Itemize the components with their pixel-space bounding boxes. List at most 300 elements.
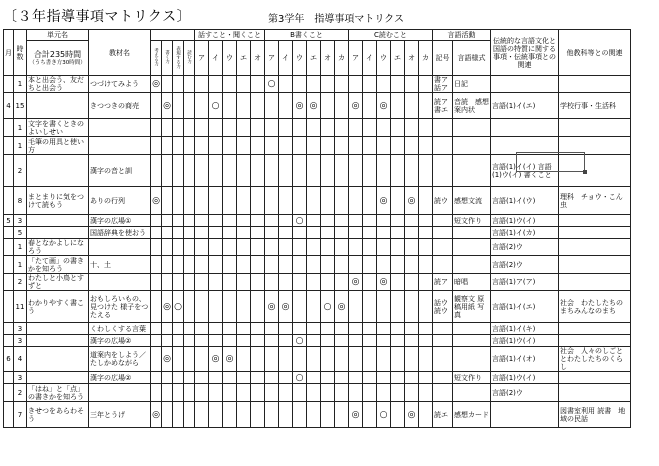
cell-mark-c2[interactable] <box>377 215 391 227</box>
cell-mark-c5[interactable] <box>419 215 433 227</box>
cell-material[interactable]: 十、土 <box>89 256 151 274</box>
cell-mark-c5[interactable] <box>419 93 433 119</box>
cell-mark-a4[interactable] <box>251 227 265 239</box>
cell-mark-b4[interactable] <box>321 347 335 372</box>
cell-mark-a2[interactable] <box>223 155 237 187</box>
cell-yoshiki[interactable] <box>453 347 491 372</box>
cell-mark-c2[interactable] <box>377 239 391 256</box>
cell-month[interactable] <box>4 274 14 291</box>
cell-mark-b1[interactable] <box>279 155 293 187</box>
cell-mark-a2[interactable] <box>223 256 237 274</box>
cell-unit[interactable]: わかりやすく書こう <box>27 291 89 323</box>
cell-mark-c2[interactable] <box>377 323 391 335</box>
cell-hours[interactable]: 3 <box>14 323 27 335</box>
cell-mark-b2[interactable] <box>293 347 307 372</box>
cell-month[interactable]: 5 <box>4 215 14 227</box>
cell-mark-b0[interactable] <box>265 137 279 155</box>
cell-material[interactable]: おもしろいもの、見つけた 様子をつたえる <box>89 291 151 323</box>
cell-mark-c2[interactable] <box>377 347 391 372</box>
cell-dentou[interactable]: 言語(2)ウ <box>491 256 559 274</box>
cell-mark-v1[interactable]: ◎ <box>162 347 173 372</box>
cell-mark-v2[interactable] <box>173 372 184 384</box>
cell-mark-b1[interactable] <box>279 137 293 155</box>
cell-mark-b2[interactable]: ○ <box>293 215 307 227</box>
cell-mark-v0[interactable] <box>151 323 162 335</box>
cell-kigou[interactable]: 話ウ読ウ <box>433 291 453 323</box>
cell-mark-a0[interactable] <box>195 335 209 347</box>
cell-mark-b4[interactable] <box>321 93 335 119</box>
cell-mark-b4[interactable] <box>321 274 335 291</box>
cell-dentou[interactable] <box>491 137 559 155</box>
cell-mark-c1[interactable] <box>363 291 377 323</box>
cell-mark-a4[interactable] <box>251 239 265 256</box>
cell-mark-c2[interactable] <box>377 291 391 323</box>
cell-dentou[interactable]: 言語(1)イ(イ) 言語(1)ウ(イ) 書くこと <box>491 155 559 187</box>
cell-mark-b5[interactable] <box>335 93 349 119</box>
cell-mark-a4[interactable] <box>251 402 265 428</box>
cell-mark-a2[interactable] <box>223 227 237 239</box>
cell-mark-a3[interactable] <box>237 291 251 323</box>
cell-yoshiki[interactable] <box>453 155 491 187</box>
cell-mark-a2[interactable] <box>223 119 237 137</box>
cell-mark-b5[interactable] <box>335 402 349 428</box>
cell-mark-b1[interactable] <box>279 347 293 372</box>
cell-mark-a3[interactable] <box>237 119 251 137</box>
cell-mark-a0[interactable] <box>195 119 209 137</box>
cell-tokyouka[interactable] <box>559 323 631 335</box>
cell-mark-b5[interactable] <box>335 256 349 274</box>
cell-mark-v1[interactable] <box>162 155 173 187</box>
cell-mark-a3[interactable] <box>237 93 251 119</box>
cell-mark-v1[interactable] <box>162 323 173 335</box>
cell-dentou[interactable] <box>491 402 559 428</box>
cell-mark-v0[interactable]: ◎ <box>151 76 162 93</box>
cell-mark-v3[interactable] <box>184 119 195 137</box>
cell-mark-b3[interactable] <box>307 187 321 215</box>
cell-mark-b1[interactable] <box>279 323 293 335</box>
cell-yoshiki[interactable]: 暗唱 <box>453 274 491 291</box>
cell-mark-b5[interactable] <box>335 137 349 155</box>
cell-yoshiki[interactable]: 短文作り <box>453 372 491 384</box>
cell-mark-c1[interactable] <box>363 256 377 274</box>
cell-mark-b3[interactable] <box>307 372 321 384</box>
cell-mark-a2[interactable] <box>223 384 237 402</box>
cell-unit[interactable] <box>27 372 89 384</box>
cell-mark-v3[interactable] <box>184 347 195 372</box>
cell-tokyouka[interactable] <box>559 227 631 239</box>
cell-mark-a4[interactable] <box>251 291 265 323</box>
cell-mark-a4[interactable] <box>251 137 265 155</box>
cell-mark-a1[interactable] <box>209 155 223 187</box>
cell-mark-c3[interactable] <box>391 402 405 428</box>
cell-hours[interactable]: 1 <box>14 239 27 256</box>
cell-month[interactable] <box>4 256 14 274</box>
cell-mark-v2[interactable] <box>173 187 184 215</box>
cell-unit[interactable] <box>27 323 89 335</box>
cell-mark-a0[interactable] <box>195 76 209 93</box>
cell-mark-v0[interactable] <box>151 93 162 119</box>
cell-mark-c3[interactable] <box>391 119 405 137</box>
cell-mark-v0[interactable] <box>151 119 162 137</box>
cell-mark-v0[interactable] <box>151 239 162 256</box>
cell-mark-b1[interactable] <box>279 372 293 384</box>
cell-kigou[interactable] <box>433 215 453 227</box>
cell-mark-c2[interactable]: ◎ <box>377 93 391 119</box>
cell-mark-c5[interactable] <box>419 137 433 155</box>
cell-mark-b3[interactable] <box>307 76 321 93</box>
cell-mark-a4[interactable] <box>251 256 265 274</box>
cell-yoshiki[interactable] <box>453 335 491 347</box>
cell-mark-v3[interactable] <box>184 227 195 239</box>
cell-mark-a2[interactable] <box>223 137 237 155</box>
cell-mark-b5[interactable] <box>335 274 349 291</box>
cell-mark-c1[interactable] <box>363 372 377 384</box>
cell-mark-b4[interactable] <box>321 215 335 227</box>
cell-mark-v3[interactable] <box>184 256 195 274</box>
cell-mark-b3[interactable] <box>307 256 321 274</box>
cell-unit[interactable] <box>27 215 89 227</box>
cell-mark-a1[interactable] <box>209 239 223 256</box>
cell-mark-b0[interactable] <box>265 402 279 428</box>
cell-mark-c0[interactable] <box>349 239 363 256</box>
cell-material[interactable]: つづけてみよう <box>89 76 151 93</box>
cell-mark-c0[interactable] <box>349 76 363 93</box>
cell-mark-b2[interactable] <box>293 227 307 239</box>
cell-tokyouka[interactable]: 社会 人々のしごととわたしたちのくらし <box>559 347 631 372</box>
cell-mark-a3[interactable] <box>237 402 251 428</box>
cell-mark-a3[interactable] <box>237 256 251 274</box>
cell-mark-b2[interactable] <box>293 119 307 137</box>
cell-dentou[interactable]: 言語(1)イ(ウ) <box>491 187 559 215</box>
cell-mark-a2[interactable] <box>223 76 237 93</box>
cell-mark-c1[interactable] <box>363 93 377 119</box>
cell-tokyouka[interactable] <box>559 274 631 291</box>
cell-mark-a2[interactable] <box>223 323 237 335</box>
cell-mark-v2[interactable] <box>173 155 184 187</box>
cell-mark-v3[interactable] <box>184 372 195 384</box>
cell-mark-b1[interactable] <box>279 76 293 93</box>
cell-hours[interactable]: 7 <box>14 402 27 428</box>
cell-mark-a0[interactable] <box>195 256 209 274</box>
cell-hours[interactable]: 11 <box>14 291 27 323</box>
cell-mark-c4[interactable] <box>405 215 419 227</box>
cell-mark-b4[interactable] <box>321 227 335 239</box>
cell-mark-c2[interactable] <box>377 227 391 239</box>
cell-mark-a3[interactable] <box>237 137 251 155</box>
cell-mark-a1[interactable] <box>209 137 223 155</box>
cell-mark-a2[interactable] <box>223 335 237 347</box>
cell-month[interactable] <box>4 239 14 256</box>
cell-hours[interactable]: 1 <box>14 256 27 274</box>
cell-mark-a2[interactable]: ◎ <box>223 347 237 372</box>
cell-mark-b3[interactable] <box>307 137 321 155</box>
cell-kigou[interactable] <box>433 119 453 137</box>
cell-mark-b5[interactable] <box>335 215 349 227</box>
cell-material[interactable]: 漢字の音と訓 <box>89 155 151 187</box>
cell-unit[interactable] <box>27 93 89 119</box>
cell-mark-c1[interactable] <box>363 384 377 402</box>
cell-mark-c0[interactable] <box>349 372 363 384</box>
cell-mark-b2[interactable] <box>293 137 307 155</box>
cell-mark-b1[interactable] <box>279 119 293 137</box>
cell-mark-b4[interactable] <box>321 187 335 215</box>
cell-kigou[interactable] <box>433 372 453 384</box>
cell-material[interactable]: 国語辞典を使おう <box>89 227 151 239</box>
cell-mark-c4[interactable] <box>405 274 419 291</box>
cell-mark-v3[interactable] <box>184 215 195 227</box>
cell-mark-c1[interactable] <box>363 274 377 291</box>
cell-mark-a3[interactable] <box>237 215 251 227</box>
cell-mark-v0[interactable]: ◎ <box>151 402 162 428</box>
cell-month[interactable] <box>4 384 14 402</box>
cell-mark-v2[interactable] <box>173 76 184 93</box>
cell-mark-b1[interactable] <box>279 93 293 119</box>
cell-mark-b3[interactable] <box>307 323 321 335</box>
cell-mark-a1[interactable] <box>209 187 223 215</box>
cell-mark-v1[interactable]: ◎ <box>162 291 173 323</box>
cell-mark-c4[interactable] <box>405 372 419 384</box>
cell-mark-c1[interactable] <box>363 119 377 137</box>
cell-month[interactable] <box>4 372 14 384</box>
cell-mark-b5[interactable] <box>335 335 349 347</box>
cell-yoshiki[interactable]: 感想文流 <box>453 187 491 215</box>
cell-mark-b2[interactable] <box>293 323 307 335</box>
cell-mark-c3[interactable] <box>391 215 405 227</box>
cell-mark-b1[interactable]: ◎ <box>279 291 293 323</box>
cell-mark-a0[interactable] <box>195 291 209 323</box>
cell-month[interactable] <box>4 402 14 428</box>
cell-mark-v3[interactable] <box>184 402 195 428</box>
cell-mark-a2[interactable] <box>223 187 237 215</box>
cell-mark-a0[interactable] <box>195 215 209 227</box>
cell-unit[interactable]: わたしと小鳥とすずと <box>27 274 89 291</box>
cell-dentou[interactable] <box>491 119 559 137</box>
cell-mark-b2[interactable] <box>293 291 307 323</box>
cell-mark-b1[interactable] <box>279 384 293 402</box>
cell-tokyouka[interactable]: 学校行事・生活科 <box>559 93 631 119</box>
cell-hours[interactable]: 8 <box>14 187 27 215</box>
cell-mark-a0[interactable] <box>195 137 209 155</box>
cell-mark-b4[interactable] <box>321 155 335 187</box>
cell-mark-c4[interactable] <box>405 76 419 93</box>
cell-mark-v1[interactable] <box>162 256 173 274</box>
cell-dentou[interactable]: 言語(2)ウ <box>491 384 559 402</box>
cell-dentou[interactable]: 言語(1)ウ(イ) <box>491 215 559 227</box>
cell-mark-a4[interactable] <box>251 119 265 137</box>
cell-mark-a0[interactable] <box>195 274 209 291</box>
cell-mark-c3[interactable] <box>391 347 405 372</box>
cell-unit[interactable] <box>27 347 89 372</box>
cell-mark-v2[interactable] <box>173 256 184 274</box>
cell-mark-c3[interactable] <box>391 274 405 291</box>
cell-mark-c3[interactable] <box>391 76 405 93</box>
cell-mark-c2[interactable] <box>377 384 391 402</box>
cell-mark-c3[interactable] <box>391 227 405 239</box>
cell-dentou[interactable] <box>491 76 559 93</box>
cell-hours[interactable]: 1 <box>14 119 27 137</box>
cell-mark-a3[interactable] <box>237 76 251 93</box>
cell-mark-c4[interactable] <box>405 155 419 187</box>
cell-mark-v3[interactable] <box>184 93 195 119</box>
cell-tokyouka[interactable] <box>559 239 631 256</box>
cell-mark-c0[interactable] <box>349 119 363 137</box>
cell-mark-b3[interactable] <box>307 384 321 402</box>
cell-mark-v2[interactable] <box>173 227 184 239</box>
cell-mark-a1[interactable] <box>209 76 223 93</box>
cell-mark-b5[interactable] <box>335 76 349 93</box>
cell-material[interactable]: ありの行列 <box>89 187 151 215</box>
cell-mark-c1[interactable] <box>363 335 377 347</box>
cell-mark-a1[interactable] <box>209 335 223 347</box>
cell-mark-c1[interactable] <box>363 402 377 428</box>
cell-dentou[interactable]: 言語(1)イ(エ) <box>491 291 559 323</box>
cell-mark-a0[interactable] <box>195 372 209 384</box>
cell-tokyouka[interactable] <box>559 215 631 227</box>
cell-mark-c0[interactable] <box>349 215 363 227</box>
cell-tokyouka[interactable] <box>559 372 631 384</box>
cell-mark-v2[interactable] <box>173 274 184 291</box>
cell-mark-v0[interactable] <box>151 347 162 372</box>
cell-material[interactable]: 漢字の広場① <box>89 215 151 227</box>
cell-mark-c3[interactable] <box>391 323 405 335</box>
cell-hours[interactable]: 3 <box>14 215 27 227</box>
cell-mark-a1[interactable] <box>209 215 223 227</box>
cell-mark-v3[interactable] <box>184 384 195 402</box>
cell-mark-v1[interactable] <box>162 335 173 347</box>
cell-mark-b1[interactable] <box>279 402 293 428</box>
cell-kigou[interactable] <box>433 137 453 155</box>
cell-mark-c3[interactable] <box>391 256 405 274</box>
cell-mark-v0[interactable] <box>151 291 162 323</box>
cell-mark-c5[interactable] <box>419 187 433 215</box>
cell-mark-v1[interactable] <box>162 76 173 93</box>
cell-mark-b2[interactable] <box>293 256 307 274</box>
cell-hours[interactable]: 5 <box>14 227 27 239</box>
cell-mark-c4[interactable] <box>405 119 419 137</box>
cell-tokyouka[interactable] <box>559 155 631 187</box>
cell-mark-c0[interactable]: ◎ <box>349 274 363 291</box>
cell-mark-v0[interactable] <box>151 274 162 291</box>
cell-mark-v2[interactable] <box>173 384 184 402</box>
cell-mark-b0[interactable] <box>265 256 279 274</box>
cell-mark-c0[interactable] <box>349 137 363 155</box>
cell-mark-a0[interactable] <box>195 239 209 256</box>
cell-mark-b5[interactable] <box>335 323 349 335</box>
cell-mark-b5[interactable] <box>335 227 349 239</box>
cell-mark-a1[interactable] <box>209 119 223 137</box>
cell-mark-a0[interactable] <box>195 155 209 187</box>
cell-mark-c1[interactable] <box>363 187 377 215</box>
cell-mark-b4[interactable] <box>321 372 335 384</box>
cell-mark-b2[interactable] <box>293 239 307 256</box>
cell-mark-a4[interactable] <box>251 274 265 291</box>
cell-yoshiki[interactable]: 感想カード <box>453 402 491 428</box>
cell-mark-a1[interactable] <box>209 402 223 428</box>
cell-mark-a3[interactable] <box>237 335 251 347</box>
cell-mark-c2[interactable]: ○ <box>377 402 391 428</box>
cell-mark-a2[interactable] <box>223 215 237 227</box>
cell-mark-v2[interactable] <box>173 119 184 137</box>
cell-mark-b0[interactable] <box>265 372 279 384</box>
cell-mark-v2[interactable] <box>173 347 184 372</box>
cell-mark-a3[interactable] <box>237 274 251 291</box>
cell-mark-v1[interactable] <box>162 137 173 155</box>
cell-mark-b0[interactable] <box>265 239 279 256</box>
cell-dentou[interactable]: 言語(1)ウ(イ) <box>491 372 559 384</box>
cell-kigou[interactable] <box>433 335 453 347</box>
cell-mark-b4[interactable] <box>321 323 335 335</box>
cell-kigou[interactable] <box>433 347 453 372</box>
cell-mark-v3[interactable] <box>184 76 195 93</box>
cell-mark-c2[interactable] <box>377 335 391 347</box>
cell-mark-b2[interactable] <box>293 384 307 402</box>
cell-mark-v2[interactable] <box>173 335 184 347</box>
cell-mark-b0[interactable] <box>265 227 279 239</box>
cell-mark-c3[interactable] <box>391 187 405 215</box>
cell-mark-a0[interactable] <box>195 93 209 119</box>
cell-mark-c1[interactable] <box>363 227 377 239</box>
cell-mark-a3[interactable] <box>237 239 251 256</box>
cell-yoshiki[interactable] <box>453 384 491 402</box>
cell-mark-b2[interactable] <box>293 155 307 187</box>
cell-mark-c5[interactable] <box>419 256 433 274</box>
cell-mark-a1[interactable]: ◎ <box>209 347 223 372</box>
cell-mark-c5[interactable] <box>419 239 433 256</box>
cell-kigou[interactable] <box>433 227 453 239</box>
cell-mark-v0[interactable] <box>151 155 162 187</box>
cell-month[interactable] <box>4 187 14 215</box>
cell-dentou[interactable]: 言語(1)イ(カ) <box>491 227 559 239</box>
cell-mark-c3[interactable] <box>391 137 405 155</box>
cell-mark-b3[interactable] <box>307 335 321 347</box>
cell-mark-c4[interactable] <box>405 137 419 155</box>
cell-mark-c3[interactable] <box>391 372 405 384</box>
cell-mark-c0[interactable] <box>349 347 363 372</box>
cell-tokyouka[interactable]: 理科 チョウ・こん虫 <box>559 187 631 215</box>
cell-mark-a4[interactable] <box>251 93 265 119</box>
cell-yoshiki[interactable]: 音読 感想 案内状 <box>453 93 491 119</box>
cell-mark-b3[interactable] <box>307 215 321 227</box>
cell-mark-a1[interactable] <box>209 372 223 384</box>
cell-month[interactable] <box>4 119 14 137</box>
cell-mark-c2[interactable]: ◎ <box>377 187 391 215</box>
cell-mark-c0[interactable] <box>349 323 363 335</box>
cell-mark-v1[interactable] <box>162 215 173 227</box>
cell-hours[interactable]: 1 <box>14 137 27 155</box>
cell-mark-b5[interactable]: ◎ <box>335 291 349 323</box>
cell-yoshiki[interactable]: 短文作り <box>453 215 491 227</box>
cell-mark-c0[interactable] <box>349 256 363 274</box>
cell-mark-b1[interactable] <box>279 256 293 274</box>
cell-mark-a3[interactable] <box>237 155 251 187</box>
cell-mark-b1[interactable] <box>279 215 293 227</box>
cell-mark-a2[interactable] <box>223 239 237 256</box>
cell-mark-v2[interactable] <box>173 93 184 119</box>
cell-tokyouka[interactable] <box>559 384 631 402</box>
cell-mark-c5[interactable] <box>419 274 433 291</box>
cell-tokyouka[interactable] <box>559 76 631 93</box>
cell-mark-b4[interactable] <box>321 384 335 402</box>
cell-unit[interactable]: 「たて画」の書きかを知ろう <box>27 256 89 274</box>
cell-mark-b1[interactable] <box>279 335 293 347</box>
cell-mark-b4[interactable] <box>321 119 335 137</box>
cell-tokyouka[interactable] <box>559 119 631 137</box>
cell-month[interactable] <box>4 76 14 93</box>
cell-mark-c5[interactable] <box>419 323 433 335</box>
cell-mark-a2[interactable] <box>223 93 237 119</box>
cell-mark-v2[interactable] <box>173 402 184 428</box>
cell-hours[interactable]: 2 <box>14 155 27 187</box>
